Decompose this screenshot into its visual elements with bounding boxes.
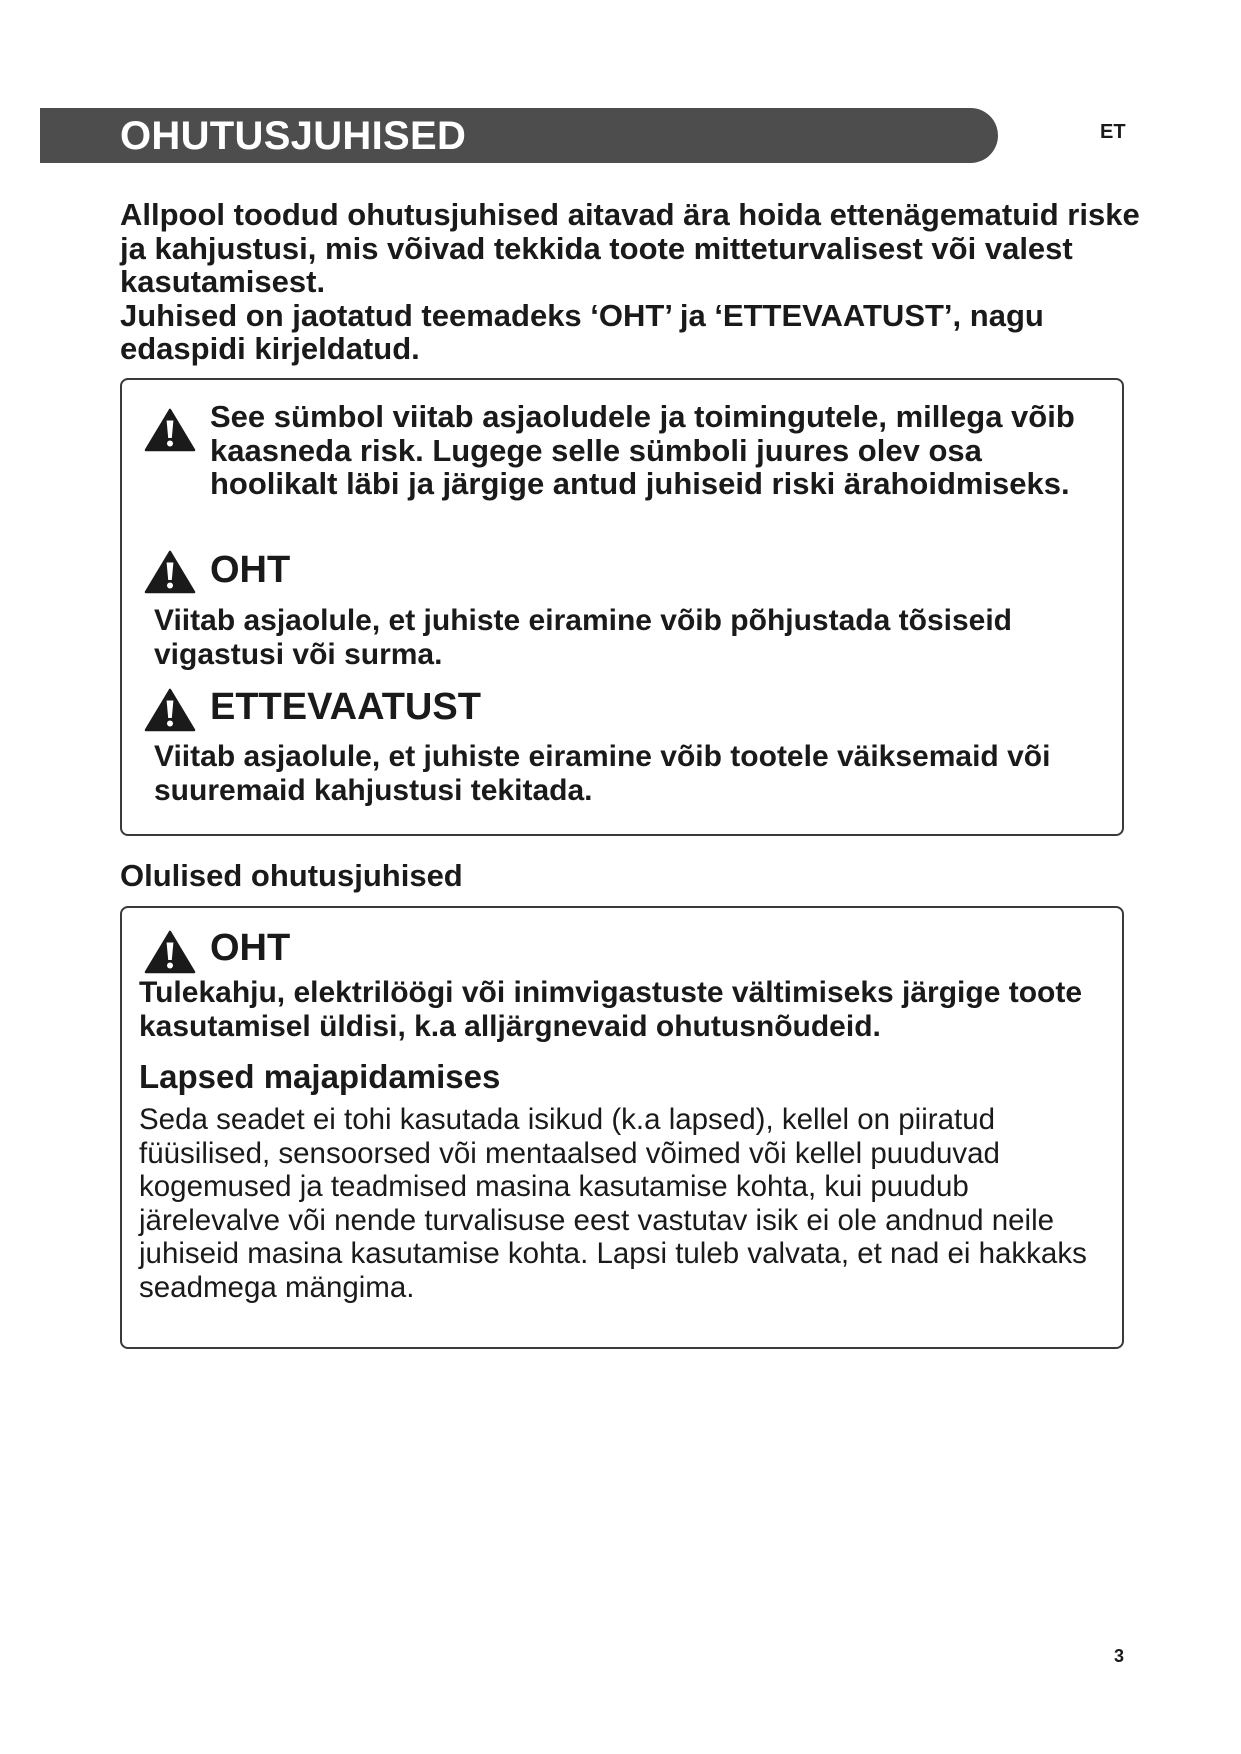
- legend-box: [120, 378, 1124, 836]
- intro-paragraph: Juhised on jaotatud teemadeks ‘OHT’ ja ‘ETTEVAATUST’, nagu edaspidi kirjeldatud.: [120, 297, 1044, 366]
- caution-description: Viitab asjaolule, et juhiste eiramine võib tootele väiksemaid või suuremaid kahjustusi tekitada.: [154, 740, 1051, 807]
- title-banner: [40, 108, 998, 163]
- caution-label: ETTEVAATUST: [210, 686, 481, 728]
- warning-triangle-icon: [144, 408, 196, 452]
- children-body-text: Seda seadet ei tohi kasutada isikud (k.a lapsed), kellel on piiratud füüsilised, sensoorsed või mentaalsed võimed või kellel puuduvad kogemused ja teadmised masina kasutamise kohta, kui puudub järelevalve või nende turvalisuse eest vastutav isik ei ole andnud neile juhiseid masina kasutamise kohta. Lapsi tuleb valvata, et nad ei hakkaks seadmega mängima.: [139, 1103, 1087, 1304]
- intro-paragraph: Allpool toodud ohutusjuhised aitavad ära hoida ettenägematuid riske ja kahjustusi, mis võivad tekkida toote mitteturvalisest või valest kasutamisest.: [120, 197, 1140, 299]
- warning-box: [120, 906, 1124, 1349]
- danger-description: Viitab asjaolule, et juhiste eiramine võib põhjustada tõsiseid vigastusi või surma.: [154, 604, 1013, 671]
- danger-label: OHT: [210, 549, 291, 591]
- symbol-explanation: See sümbol viitab asjaoludele ja toimingutele, millega võib kaasneda risk. Lugege selle sümboli juures olev osa hoolikalt läbi ja järgige antud juhiseid riski ärahoidmiseks.: [210, 399, 1075, 501]
- children-subheading: Lapsed majapidamises: [139, 1058, 501, 1095]
- warning-triangle-icon: [144, 930, 196, 974]
- warning-triangle-icon: [144, 550, 196, 594]
- warning-label: OHT: [210, 927, 291, 969]
- warning-description: Tulekahju, elektrilöögi või inimvigastuste vältimiseks järgige toote kasutamisel üldisi, k.a alljärgnevaid ohutusnõudeid.: [139, 976, 1083, 1043]
- page-number: 3: [1114, 1646, 1125, 1666]
- language-code: ET: [1100, 121, 1126, 143]
- section-heading: Olulised ohutusjuhised: [120, 858, 463, 893]
- warning-triangle-icon: [144, 688, 196, 732]
- page-title: OHUTUSJUHISED: [120, 114, 467, 158]
- intro-text: [120, 198, 1150, 366]
